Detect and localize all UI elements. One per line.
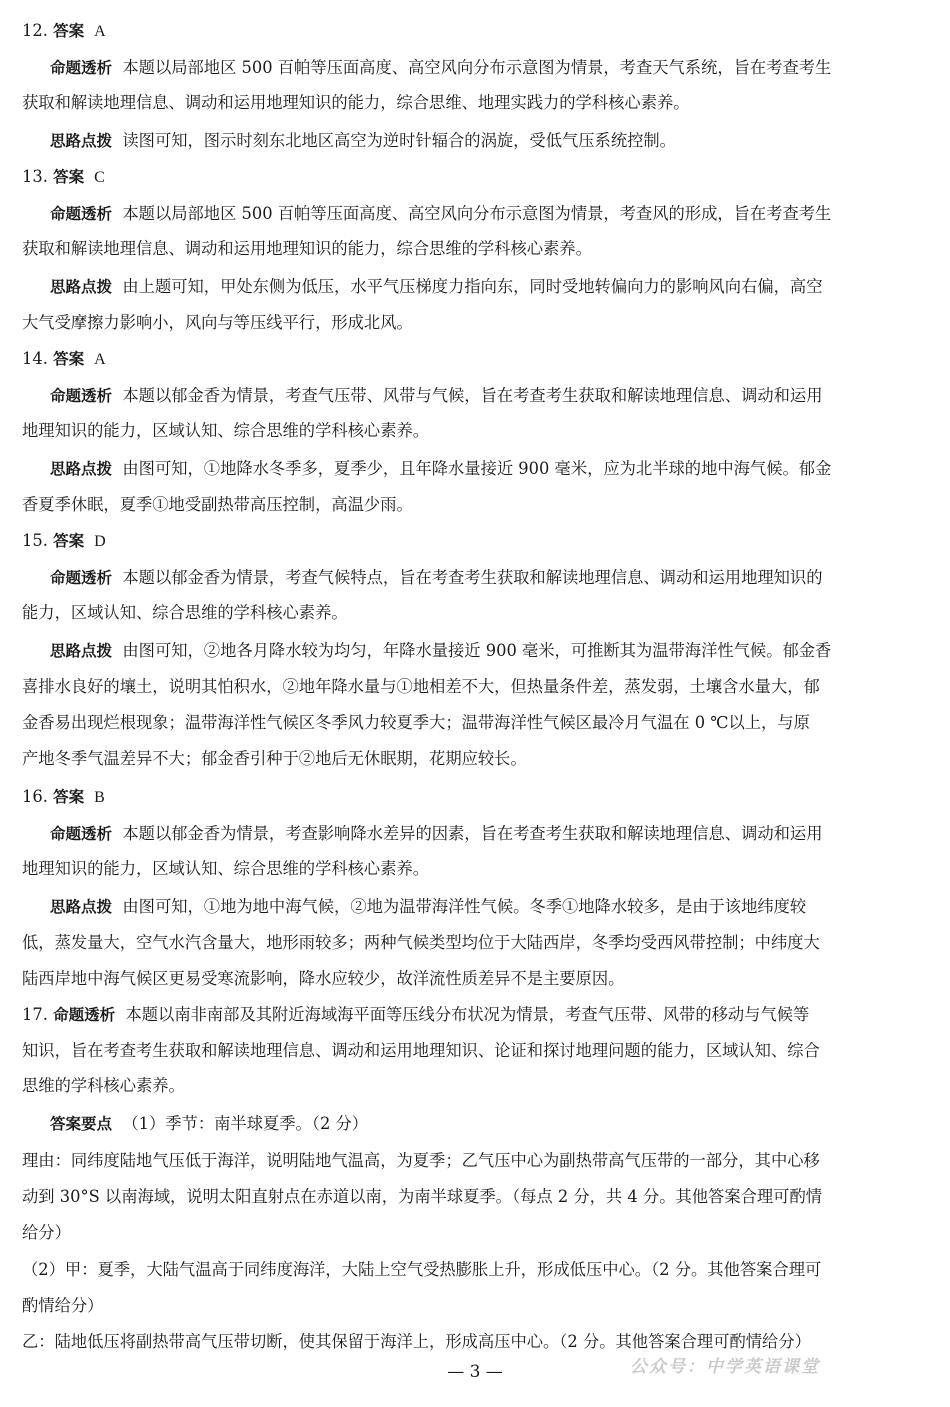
q15-hint-line-3: 金香易出现烂根现象；温带海洋性气候区冬季风力较夏季大；温带海洋性气候区最冷月气温在 0 ℃以上，与原 bbox=[22, 713, 810, 732]
q16-rationale-label: 命题透析 bbox=[50, 825, 113, 843]
q12-hint-line-1 bbox=[50, 128, 676, 154]
q16-answer-value: B bbox=[94, 789, 105, 806]
q12-hint-label: 思路点拨 bbox=[50, 132, 113, 150]
q17-number: 17. bbox=[22, 1005, 48, 1024]
q14-rationale-line-2: 地理知识的能力，区域认知、综合思维的学科核心素养。 bbox=[22, 421, 430, 440]
q16-rationale-line-2: 地理知识的能力，区域认知、综合思维的学科核心素养。 bbox=[22, 859, 430, 878]
q12-rationale-label: 命题透析 bbox=[50, 59, 113, 77]
q12-rationale-line-1 bbox=[50, 55, 831, 81]
q14-number: 14. bbox=[22, 349, 48, 368]
q14-answer-value: A bbox=[94, 351, 106, 368]
q16-hint-label: 思路点拨 bbox=[50, 898, 113, 916]
q14-hint-text-1: 由图可知，①地降水冬季多，夏季少，且年降水量接近 900 毫米，应为北半球的地中海气候。郁金 bbox=[122, 459, 832, 478]
q14-hint-line-1 bbox=[50, 456, 831, 482]
q14-hint-label: 思路点拨 bbox=[50, 460, 113, 478]
q17-key-line-1 bbox=[50, 1111, 368, 1137]
q17-key-line-4: 给分） bbox=[22, 1223, 71, 1242]
q17-key-label: 答案要点 bbox=[50, 1115, 113, 1133]
q17-key-line-2: 理由：同纬度陆地气压低于海洋，说明陆地气温高，为夏季；乙气压中心为副热带高气压带的一部分，其中心移 bbox=[22, 1151, 820, 1170]
q15-hint-line-4: 产地冬季气温差异不大；郁金香引种于②地后无休眠期，花期应较长。 bbox=[22, 749, 527, 768]
q15-number: 15. bbox=[22, 531, 48, 550]
q12-number: 12. bbox=[22, 21, 48, 40]
q17-key-line-7: 乙：陆地低压将副热带高气压带切断，使其保留于海洋上，形成高压中心。（2 分。其他答案合理可酌情给分） bbox=[22, 1332, 811, 1351]
q13-answer-value: C bbox=[94, 169, 105, 186]
q13-answer-line bbox=[22, 164, 105, 190]
q13-number: 13. bbox=[22, 167, 48, 186]
watermark: 公众号：中学英语课堂 bbox=[630, 1357, 820, 1377]
q16-rationale-line-1 bbox=[50, 821, 822, 847]
q16-hint-line-1 bbox=[50, 894, 806, 920]
q16-hint-line-3: 陆西岸地中海气候区更易受寒流影响，降水应较少，故洋流性质差异不是主要原因。 bbox=[22, 969, 625, 988]
page-number: — 3 — bbox=[447, 1362, 503, 1382]
q15-rationale-text-1: 本题以郁金香为情景，考查气候特点，旨在考查考生获取和解读地理信息、调动和运用地理知识的 bbox=[122, 568, 823, 587]
q13-rationale-line-2: 获取和解读地理信息、调动和运用地理知识的能力，综合思维的学科核心素养。 bbox=[22, 239, 592, 258]
q15-rationale-label: 命题透析 bbox=[50, 569, 113, 587]
q15-hint-text-1: 由图可知，②地各月降水较为均匀，年降水量接近 900 毫米，可推断其为温带海洋性气候。郁金香 bbox=[122, 641, 832, 660]
q14-answer-label: 答案 bbox=[53, 350, 85, 368]
q14-answer-line bbox=[22, 346, 106, 372]
q16-answer-line bbox=[22, 784, 105, 810]
q15-answer-label: 答案 bbox=[53, 532, 85, 550]
q14-hint-line-2: 香夏季休眠，夏季①地受副热带高压控制，高温少雨。 bbox=[22, 495, 413, 514]
q15-rationale-line-1 bbox=[50, 565, 822, 591]
q13-hint-line-2: 大气受摩擦力影响小，风向与等压线平行，形成北风。 bbox=[22, 313, 413, 332]
q13-rationale-line-1 bbox=[50, 201, 831, 227]
q14-rationale-text-1: 本题以郁金香为情景，考查气压带、风带与气候，旨在考查考生获取和解读地理信息、调动和运用 bbox=[122, 386, 823, 405]
q12-hint-text-1: 读图可知，图示时刻东北地区高空为逆时针辐合的涡旋，受低气压系统控制。 bbox=[122, 131, 676, 150]
q17-rationale-line-2: 知识，旨在考查考生获取和解读地理信息、调动和运用地理知识、论证和探讨地理问题的能力，区域认知、综合 bbox=[22, 1041, 820, 1060]
q13-hint-text-1: 由上题可知，甲处东侧为低压，水平气压梯度力指向东，同时受地转偏向力的影响风向右偏，高空 bbox=[122, 277, 823, 296]
q16-hint-text-1: 由图可知，①地为地中海气候，②地为温带海洋性气候。冬季①地降水较多，是由于该地纬度较 bbox=[122, 897, 807, 916]
q17-key-text-1: （1）季节：南半球夏季。（2 分） bbox=[122, 1114, 369, 1133]
q13-rationale-text-1: 本题以局部地区 500 百帕等压面高度、高空风向分布示意图为情景，考查风的形成，旨在考查考生 bbox=[122, 204, 832, 223]
q12-answer-label: 答案 bbox=[53, 22, 85, 40]
q16-hint-line-2: 低，蒸发量大，空气水汽含量大，地形雨较多；两种气候类型均位于大陆西岸，冬季均受西风带控制；中纬度大 bbox=[22, 933, 820, 952]
q13-rationale-label: 命题透析 bbox=[50, 205, 113, 223]
q16-number: 16. bbox=[22, 787, 48, 806]
q17-rationale-text-1: 本题以南非南部及其附近海域海平面等压线分布状况为情景，考查气压带、风带的移动与气候等 bbox=[125, 1005, 810, 1024]
q17-rationale-line-3: 思维的学科核心素养。 bbox=[22, 1076, 185, 1095]
q17-key-line-5: （2）甲：夏季，大陆气温高于同纬度海洋，大陆上空气受热膨胀上升，形成低压中心。（2 分。其他答案合理可 bbox=[22, 1260, 822, 1279]
q16-answer-label: 答案 bbox=[53, 788, 85, 806]
q15-answer-value: D bbox=[94, 533, 106, 550]
q17-key-line-3: 动到 30°S 以南海域，说明太阳直射点在赤道以南，为南半球夏季。（每点 2 分，共 4 分。其他答案合理可酌情 bbox=[22, 1187, 823, 1206]
q13-answer-label: 答案 bbox=[53, 168, 85, 186]
q12-rationale-line-2: 获取和解读地理信息、调动和运用地理知识的能力，综合思维、地理实践力的学科核心素养。 bbox=[22, 93, 690, 112]
q15-hint-line-2: 喜排水良好的壤土，说明其怕积水，②地年降水量与①地相差不大，但热量条件差，蒸发弱，土壤含水量大，郁 bbox=[22, 677, 820, 696]
q12-rationale-text-1: 本题以局部地区 500 百帕等压面高度、高空风向分布示意图为情景，考查天气系统，旨在考查考生 bbox=[122, 58, 832, 77]
q17-rationale-line-1 bbox=[22, 1002, 809, 1028]
q13-hint-line-1 bbox=[50, 274, 822, 300]
q15-hint-label: 思路点拨 bbox=[50, 642, 113, 660]
q16-rationale-text-1: 本题以郁金香为情景，考查影响降水差异的因素，旨在考查考生获取和解读地理信息、调动和运用 bbox=[122, 824, 823, 843]
q15-rationale-line-2: 能力，区域认知、综合思维的学科核心素养。 bbox=[22, 603, 348, 622]
q14-rationale-label: 命题透析 bbox=[50, 387, 113, 405]
q15-hint-line-1 bbox=[50, 638, 831, 664]
q15-answer-line bbox=[22, 528, 106, 554]
q12-answer-line bbox=[22, 18, 106, 44]
q13-hint-label: 思路点拨 bbox=[50, 278, 113, 296]
q17-rationale-label: 命题透析 bbox=[53, 1006, 116, 1024]
q14-rationale-line-1 bbox=[50, 383, 822, 409]
q12-answer-value: A bbox=[94, 23, 106, 40]
q17-key-line-6: 酌情给分） bbox=[22, 1296, 104, 1315]
